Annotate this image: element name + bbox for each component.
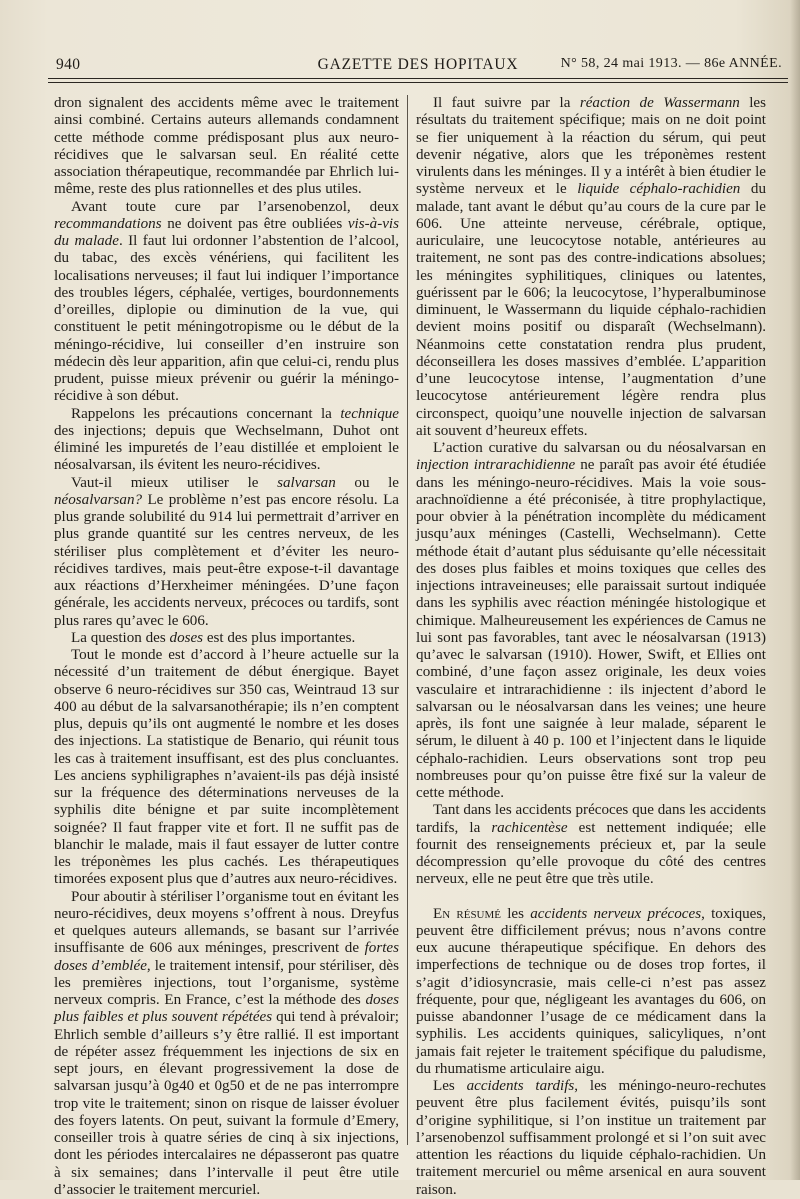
text: Vaut-il mieux utiliser le [71, 475, 277, 491]
header-rule-bottom [48, 82, 788, 83]
paragraph [54, 889, 399, 1199]
column-divider [407, 95, 408, 1145]
emphasis: doses plus faibles et plus souvent répétées [54, 992, 399, 1025]
emphasis: recommandations [54, 216, 162, 232]
summary-paragraph [416, 906, 766, 1079]
text: Tant dans les accidents précoces que dans les accidents tardifs, la [416, 802, 766, 835]
text: ne paraît pas avoir été étudiée dans les méningo-neuro-récidives. Mais la voie sous-arachnoïdienne a été préconisée, à titre prophylactique, pour obvier à la pénétration incomplète du médicament jusqu’aux méninges (Castelli, Wechselmann). Cette méthode était d’autant plus séduisante qu’elle nécessitait des doses plus faibles et moins toxiques que celles des injections intraveineuses; elle paraissait surtout indiquée dans les syphilis avec réaction méningée histologique et chimique. Malheureusement les expériences de Camus ne lui sont pas favorables, tant avec le néosalvarsan (1913) qu’avec le salvarsan (1910). Hower, Swift, et Ellies ont combiné, d’une façon assez originale, les deux voies vasculaire et intrarachidienne : ils injectent d’abord le salvarsan ou le néosalvarsan dans les veines; une heure après, ils font une saignée à leur malade, séparent le sérum, le diluent à 40 p. 100 et l’injectent dans le liquide céphalo-rachidien. Leurs observations sont trop peu nombreuses pour qu’on puisse être fixé sur la valeur de cette méthode. [416, 457, 766, 801]
text: , le traitement intensif, pour stériliser, dès les premières injections, tout l’organisme, système nerveux compris. En France, c’est la méthode des [54, 958, 399, 1009]
paragraph [416, 95, 766, 440]
text: Il faut suivre par la [433, 95, 580, 111]
emphasis: accidents tardifs [467, 1078, 575, 1094]
text: Avant toute cure par l’arsenobenzol, deux [71, 199, 399, 215]
text: L’action curative du salvarsan ou du néosalvarsan en [433, 440, 766, 456]
text: les résultats du traitement spécifique; mais on ne doit point se fier uniquement à la réaction du sérum, qui peut devenir négative, alors que les tréponèmes restent virulents dans les méninges. Il y a intérêt à bien étudier le système nerveux et le [416, 95, 766, 197]
issue-info: N° 58, 24 mai 1913. — 86e ANNÉE. [561, 56, 782, 72]
emphasis: réaction de Wassermann [580, 95, 740, 111]
emphasis: néosalvarsan? [54, 492, 142, 508]
paragraph [54, 406, 399, 475]
emphasis: salvarsan [277, 475, 336, 491]
emphasis: liquide céphalo-rachidien [577, 181, 740, 197]
paragraph [416, 1078, 766, 1199]
paragraph [54, 647, 399, 889]
paragraph [54, 475, 399, 630]
text: Le problème n’est pas encore résolu. La plus grande solubilité du 914 lui permettrait d’arriver en plus grande quantité sur les centres nerveux, de les stériliser plus complètement et d’éviter les neuro-récidives tardives, mais peut-être expose-t-il davantage aux réactions d’Herxheimer méningées. D’une façon générale, les accidents nerveux, précoces ou tardifs, sont plus rares qu’avec le 606. [54, 492, 399, 629]
text: est nettement indiquée; elle fournit des renseignements précieux et, par la seule décompression qu’elle provoque du côté des centres nerveux, elle ne peut être que très utile. [416, 820, 766, 888]
text: est des plus importantes. [203, 630, 355, 646]
text: La question des [71, 630, 170, 646]
paragraph [54, 95, 399, 199]
left-column [54, 95, 399, 1199]
emphasis: vis-à-vis du malade [54, 216, 399, 249]
running-header [48, 52, 788, 76]
text: du malade, tant avant le début qu’au cours de la cure par le 606. Une atteinte nerveuse, cérébrale, optique, auriculaire, une leucocytose notable, antérieures au traitement, ne sont pas des contre-indications absolues; les méningites syphilitiques, cliniques ou latentes, guérissent par le 606; la leucocytose, l’hyperalbuminose diminuent, le Wassermann du liquide céphalo-rachidien devient moins positif ou disparaît (Wechselmann). Néanmoins cette constatation rendra plus prudent, déconseillera les doses massives d’emblée. L’apparition d’une leucocytose intense, l’augmentation d’une leucocytose antérieurement légère rendra plus circonspect, quoiqu’une nouvelle injection de salvarsan ait souvent d’heureux effets. [416, 181, 766, 439]
paragraph [54, 199, 399, 406]
text: ou le [336, 475, 399, 491]
emphasis: fortes doses d’emblée [54, 940, 399, 973]
text: Les [433, 1078, 467, 1094]
text: , toxiques, peuvent être difficilement prévus; nous n’avons contre eux aucune thérapeutique spécifique. En dehors des imperfections de technique ou de doses trop fortes, il s’agit d’idiosyncrasie, mais celle-ci n’est pas assez fréquente, pour que, négligeant les avantages du 606, on puisse abandonner l’usage de ce médicament dans la syphilis. Les accidents quiniques, salicyliques, n’ont jamais fait rejeter le traitement spécifique du paludisme, du rhumatisme articulaire aigu. [416, 906, 766, 1077]
emphasis: injection intrarachidienne [416, 457, 575, 473]
text: , les méningo-neuro-rechutes peuvent être plus facilement évités, puisqu’ils sont d’origine syphilitique, si l’on institue un traitement par l’arsenobenzol suffisamment prolongé et si l’on suit avec attention les réactions du liquide céphalo-rachidien. Un traitement mercuriel ou même arsenical en aura souvent raison. [416, 1078, 766, 1198]
text: Pour aboutir à stériliser l’organisme tout en évitant les neuro-récidives, deux moyens s’offrent à nous. Dreyfus et quelques auteurs allemands, se basant sur l’arrivée insuffisante de 606 aux méninges, prescrivent de [54, 889, 399, 957]
emphasis: doses [170, 630, 204, 646]
text: qui tend à prévaloir; Ehrlich semble d’ailleurs s’y être rallié. Il est important de répéter assez fréquemment les injections de six en sept jours, en élevant progressivement la dose de salvarsan jusqu’à 0g40 et 0g50 et de ne pas interrompre trop vite le traitement; sinon on risque de laisser évoluer des foyers latents. On peut, suivant la formule d’Emery, conseiller trois à quatre séries de cinq à six injections, dont les périodes intercalaires ne dépasseront pas quatre à six semaines; dans l’intervalle il peut être utile d’associer le traitement mercuriel. [54, 1009, 399, 1198]
text: Tout le monde est d’accord à l’heure actuelle sur la nécessité d’un traitement de début énergique. Bayet observe 6 neuro-récidives sur 350 cas, Weintraud 13 sur 400 au début de la salvarsanothérapie; ils n’en comptent plus, depuis qu’ils ont augmenté le nombre et les doses des injections. La statistique de Benario, qui réunit tous les cas à traitement insuffisant, est des plus concluantes. Les anciens syphiligraphes n’avaient-ils pas déjà insisté sur la fréquence des déterminations nerveuses de la syphilis dite bénigne et par suite incomplètement soignée? Il faut frapper vite et fort. Il ne suffit pas de blanchir le malade, mais il faut essayer de lutter contre les tréponèmes les plus cachés. Les thérapeutiques timorées exposent plus que d’autres aux neuro-récidives. [54, 647, 399, 887]
journal-title: GAZETTE DES HOPITAUX [48, 56, 788, 74]
emphasis: technique [340, 406, 399, 422]
text: . Il faut lui ordonner l’abstention de l’alcool, du tabac, des excès vénériens, qui facilitent les localisations nerveuses; il faut lui indiquer l’importance des troubles légers, céphalée, vertiges, bourdonnements d’oreilles, diplopie ou diminution de la vue, qui constituent le petit méningotropisme ou le début de la méningo-récidive, lui conseiller d’en instruire son médecin dès leur apparition, afin que celui-ci, rendu plus prudent, puisse mieux prévenir ou guérir la méningo-récidive à son début. [54, 233, 399, 404]
emphasis: accidents nerveux précoces [530, 906, 701, 922]
paragraph-text: dron signalent des accidents même avec le traitement ainsi combiné. Certains auteurs allemands condamnent cette méthode comme prédisposant plus aux neuro-récidives que le salvarsan seul. En réalité cette association thérapeutique, recommandée par Ehrlich lui-même, reste des plus rationnelles et des plus utiles. [54, 95, 399, 197]
small-caps-heading: En résumé [433, 906, 501, 922]
page-edge-shadow [790, 0, 800, 1180]
paragraph [416, 440, 766, 802]
header-rule-top [48, 78, 788, 79]
right-column [416, 95, 766, 1199]
text: ne doivent pas être oubliées [162, 216, 348, 232]
emphasis: rachicentèse [491, 820, 567, 836]
paragraph [416, 802, 766, 888]
text: les [501, 906, 530, 922]
page-number: 940 [56, 56, 80, 74]
text: Rappelons les précautions concernant la [71, 406, 340, 422]
paragraph [54, 630, 399, 647]
text: des injections; depuis que Wechselmann, Duhot ont éliminé les impuretés de l’eau distillée et emploient le néosalvarsan, ils évitent les neuro-récidives. [54, 423, 399, 474]
